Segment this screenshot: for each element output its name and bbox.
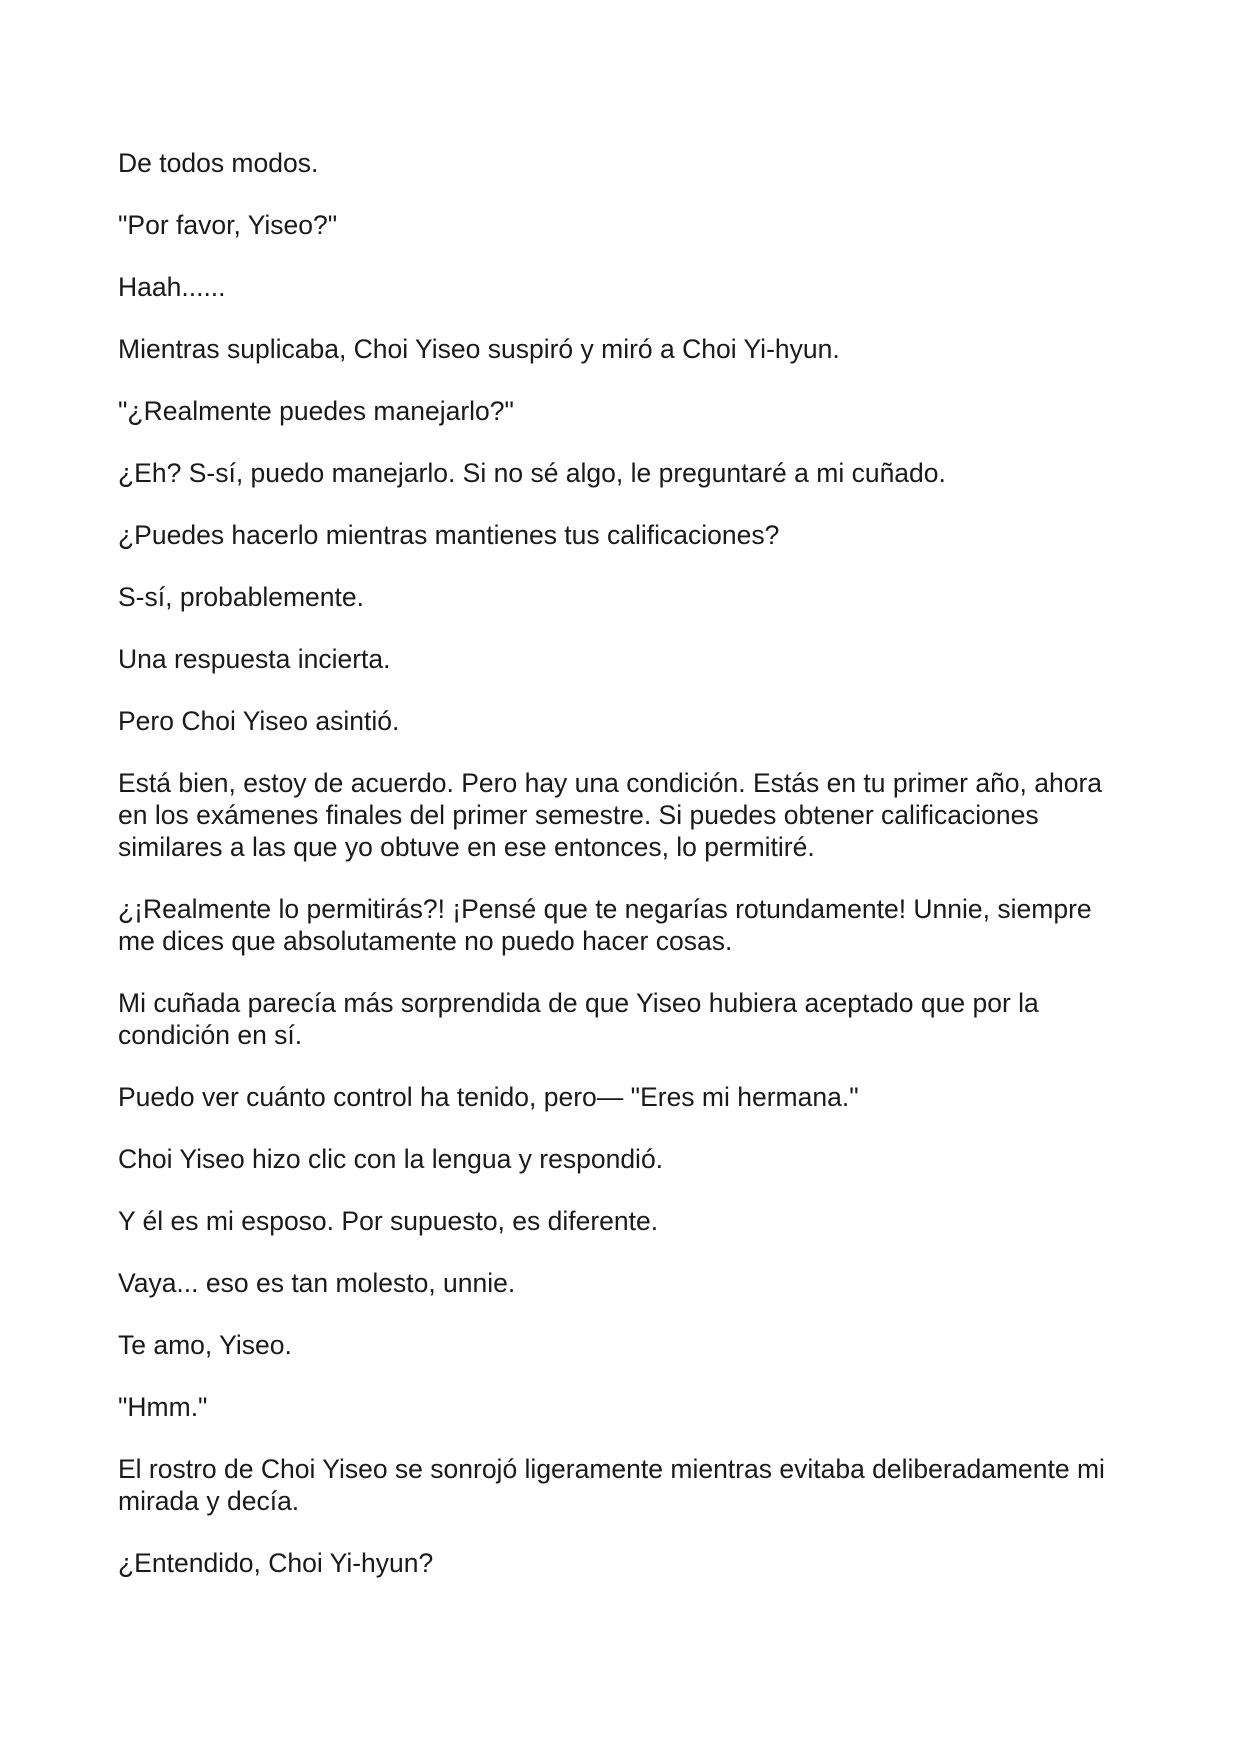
paragraph: ¿Eh? S-sí, puedo manejarlo. Si no sé algo, le preguntaré a mi cuñado.: [118, 458, 946, 488]
paragraph: ¿¡Realmente lo permitirás?! ¡Pensé que te negarías rotundamente! Unnie, siempre me dices que absolutamente no puedo hacer cosas.: [118, 894, 1092, 956]
paragraph: De todos modos.: [118, 148, 319, 178]
body-text: [118, 147, 1133, 1609]
paragraph: Pero Choi Yiseo asintió.: [118, 706, 400, 736]
paragraph: S-sí, probablemente.: [118, 582, 364, 612]
paragraph: ¿Puedes hacerlo mientras mantienes tus calificaciones?: [118, 520, 780, 550]
paragraph: Haah......: [118, 272, 226, 302]
paragraph: "Por favor, Yiseo?": [118, 210, 338, 240]
paragraph: Mi cuñada parecía más sorprendida de que Yiseo hubiera aceptado que por la condición en sí.: [118, 988, 1039, 1050]
paragraph: Te amo, Yiseo.: [118, 1330, 292, 1360]
paragraph: Y él es mi esposo. Por supuesto, es diferente.: [118, 1206, 659, 1236]
paragraph: "Hmm.": [118, 1392, 208, 1422]
paragraph: Puedo ver cuánto control ha tenido, pero— "Eres mi hermana.": [118, 1082, 859, 1112]
paragraph: "¿Realmente puedes manejarlo?": [118, 396, 514, 426]
paragraph: Está bien, estoy de acuerdo. Pero hay una condición. Estás en tu primer año, ahora en los exámenes finales del primer semestre. Si puedes obtener calificaciones similares a las que yo obtuve en ese entonces, lo permitiré.: [118, 768, 1103, 862]
paragraph: Choi Yiseo hizo clic con la lengua y respondió.: [118, 1144, 664, 1174]
paragraph: El rostro de Choi Yiseo se sonrojó ligeramente mientras evitaba deliberadamente mi mirada y decía.: [118, 1454, 1105, 1516]
paragraph: ¿Entendido, Choi Yi-hyun?: [118, 1548, 434, 1578]
paragraph: Una respuesta incierta.: [118, 644, 391, 674]
paragraph: Mientras suplicaba, Choi Yiseo suspiró y miró a Choi Yi-hyun.: [118, 334, 840, 364]
paragraph: Vaya... eso es tan molesto, unnie.: [118, 1268, 516, 1298]
